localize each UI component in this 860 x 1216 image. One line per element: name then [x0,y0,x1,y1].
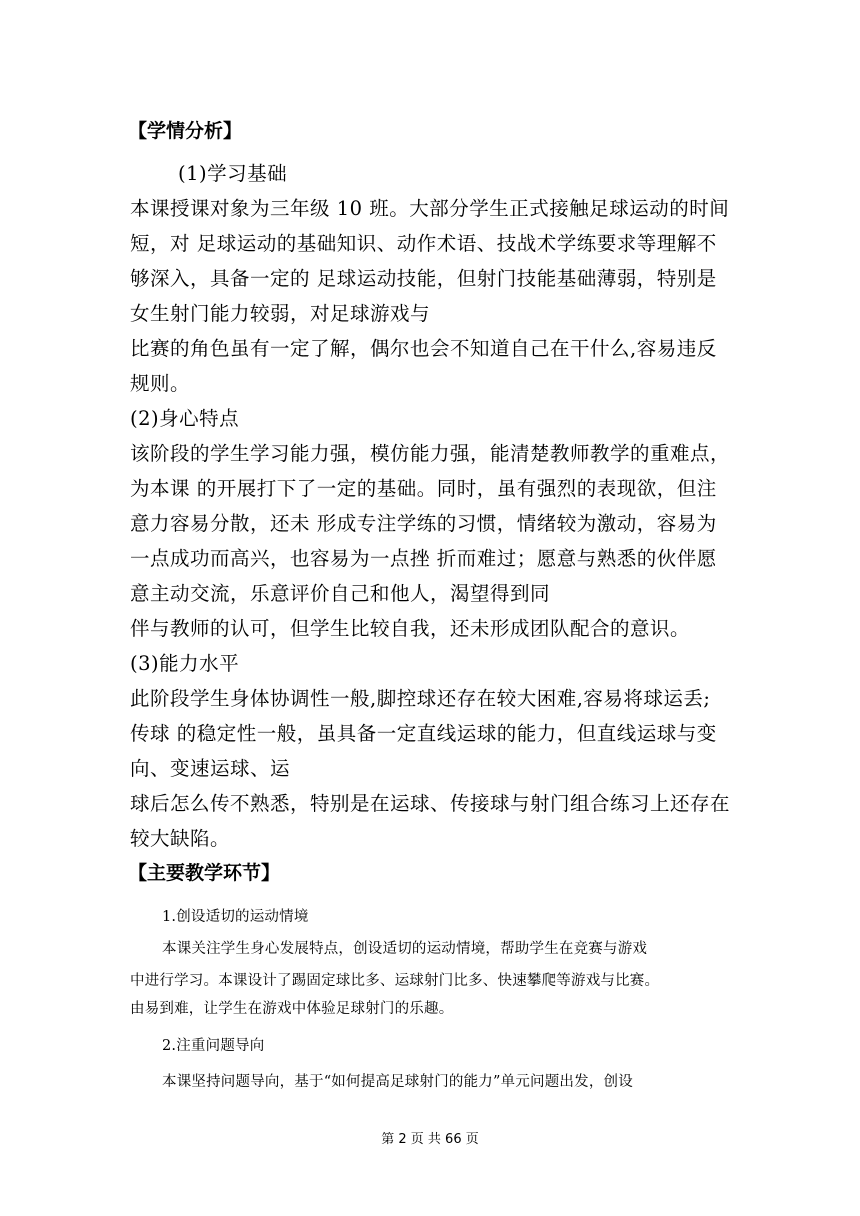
section-heading-analysis: 【学情分析】 [128,120,243,142]
list-item-title: 2.注重问题导向 [162,1038,265,1054]
paragraph-line: 比赛的角色虽有一定了解，偶尔也会不知道自己在干什么,容易违反 [130,337,717,360]
paragraph-line: 较大缺陷。 [130,827,231,850]
paragraph-line: 意主动交流，乐意评价自己和他人，渴望得到同 [130,582,551,605]
paragraph-line: 短，对 足球运动的基础知识、动作术语、技战术学练要求等理解不 [130,232,717,255]
paragraph-line: 此阶段学生身体协调性一般,脚控球还存在较大困难,容易将球运丢; [130,687,711,710]
paragraph-line: 由易到难，让学生在游戏中体验足球射门的乐趣。 [130,1001,454,1017]
subheading-basics: (1)学习基础 [178,162,288,185]
paragraph-line: 传球 的稳定性一般，虽具备一定直线运球的能力，但直线运球与变 [130,722,717,745]
paragraph-line: 本课关注学生身心发展特点，创设适切的运动情境，帮助学生在竞赛与游戏 [162,941,648,957]
paragraph-line: 一点成功而高兴，也容易为一点挫 折而难过；愿意与熟悉的伙伴愿 [130,547,717,570]
paragraph-line: 伴与教师的认可，但学生比较自我，还未形成团队配合的意识。 [130,617,691,640]
paragraph-line: 向、变速运球、运 [130,757,291,780]
paragraph-line: 球后怎么传不熟悉，特别是在运球、传接球与射门组合练习上还存在 [130,792,731,815]
paragraph-line: 规则。 [130,372,191,395]
subheading-ability: (3)能力水平 [130,652,240,675]
paragraph-line: 女生射门能力较弱，对足球游戏与 [130,302,431,325]
section-heading-main: 【主要教学环节】 [128,862,281,884]
paragraph-line: 本课授课对象为三年级 10 班。大部分学生正式接触足球运动的时间 [130,197,730,220]
list-item-title: 1.创设适切的运动情境 [162,909,309,925]
page-footer: 第 2 页 共 66 页 [381,1132,479,1147]
paragraph-line: 为本课 的开展打下了一定的基础。同时，虽有强烈的表现欲，但注 [130,477,717,500]
paragraph-line: 该阶段的学生学习能力强，模仿能力强，能清楚教师教学的重难点， [130,442,731,465]
paragraph-line: 本课坚持问题导向，基于“如何提高足球射门的能力”单元问题出发，创设 [162,1074,633,1090]
paragraph-line: 够深入，具备一定的 足球运动技能，但射门技能基础薄弱，特别是 [130,267,717,290]
paragraph-line: 中进行学习。本课设计了踢固定球比多、运球射门比多、快速攀爬等游戏与比赛。 [130,973,660,989]
paragraph-line: 意力容易分散，还未 形成专注学练的习惯，情绪较为激动，容易为 [130,512,717,535]
subheading-physical: (2)身心特点 [130,407,240,430]
